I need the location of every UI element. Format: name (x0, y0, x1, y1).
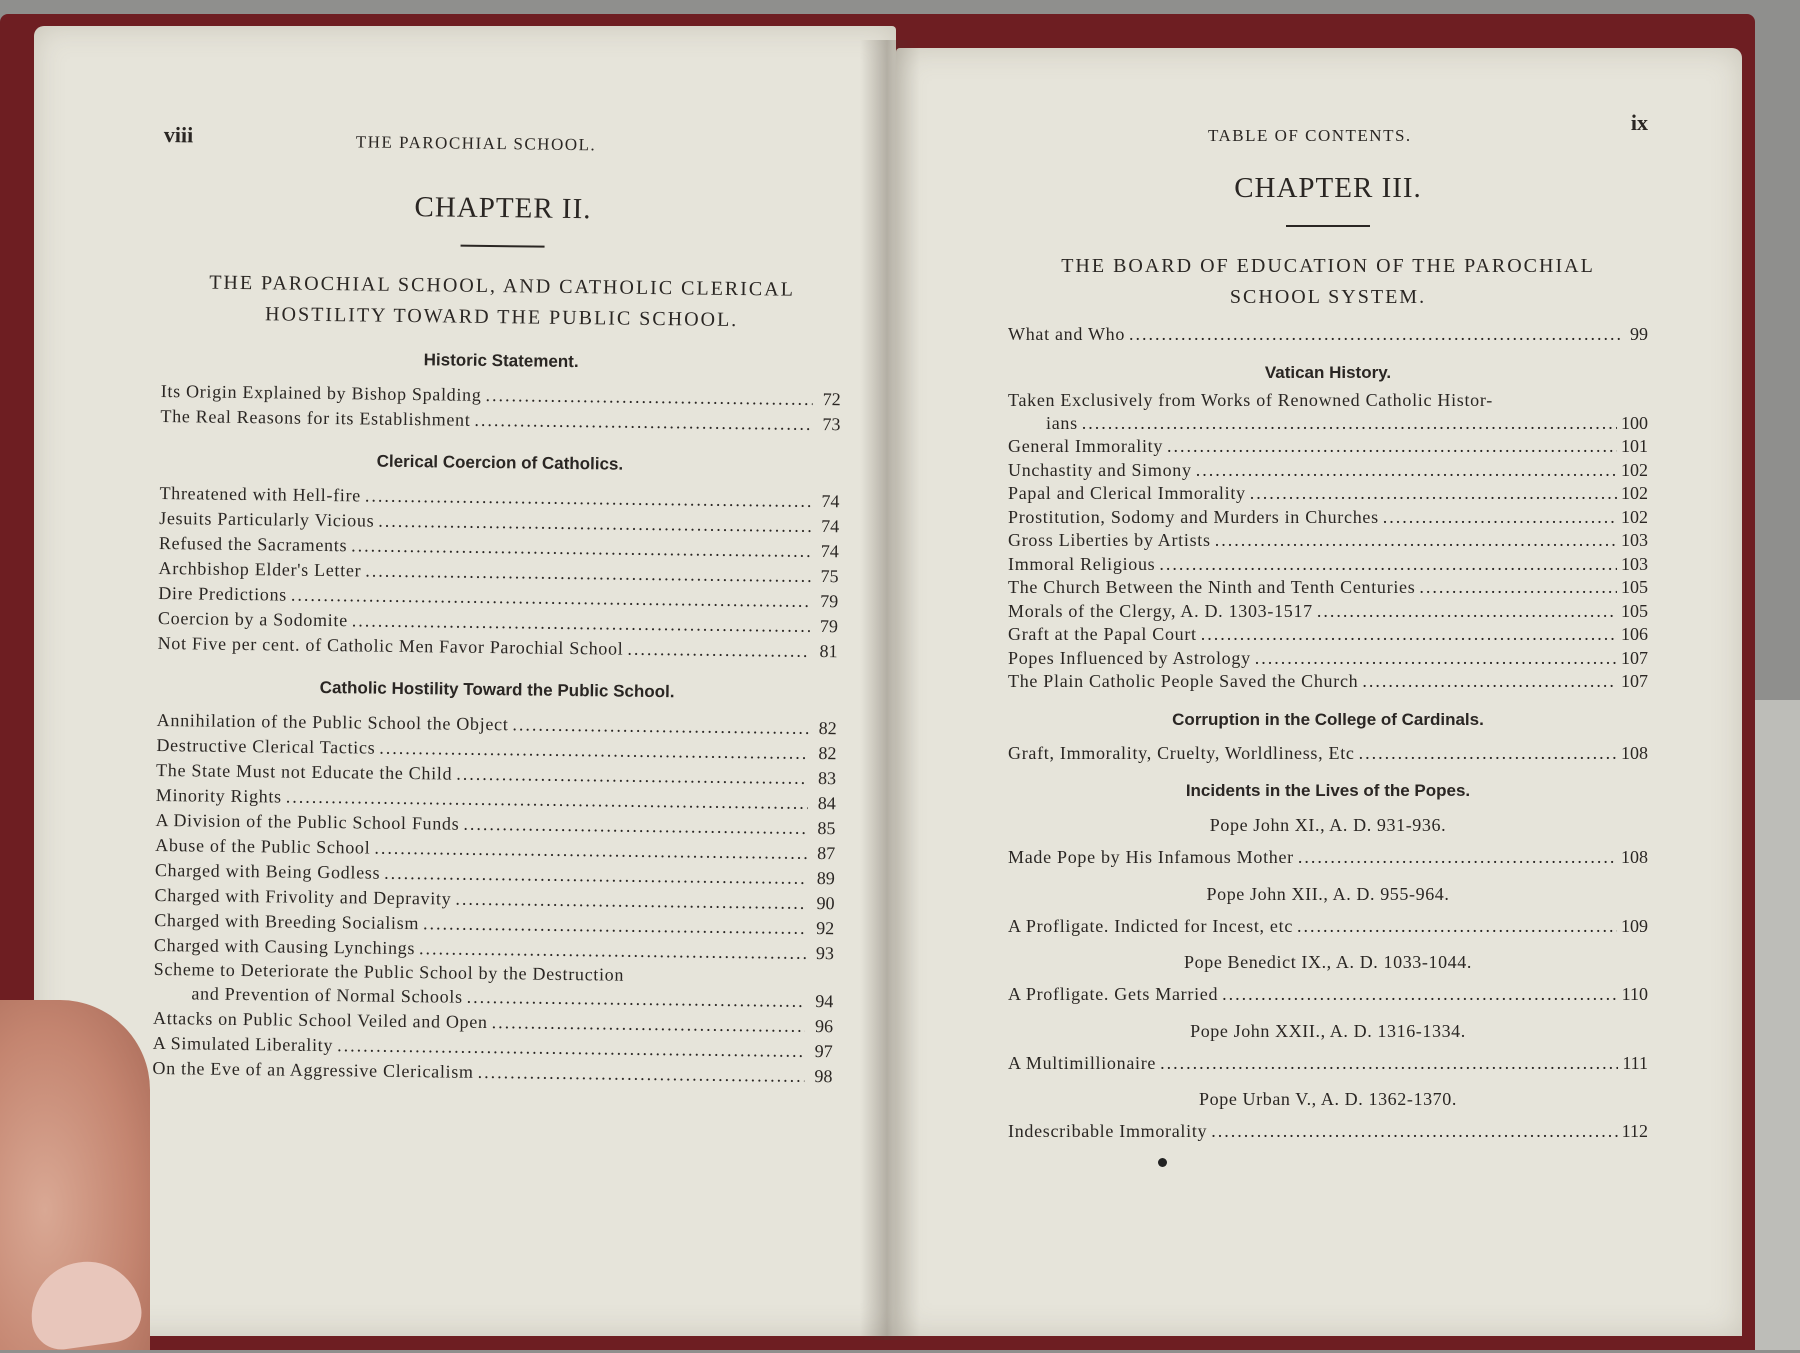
running-title: THE PAROCHIAL SCHOOL. (355, 132, 597, 155)
entry-page: 110 (1621, 984, 1648, 1004)
entry-title: Charged with Being Godless (154, 859, 381, 883)
entry-page: 103 (1621, 530, 1648, 550)
left-page-content (152, 122, 844, 1089)
entry-page: 82 (818, 718, 837, 739)
chapter-title (1008, 251, 1648, 313)
pope-subheading: Pope John XII., A. D. 955-964. (1206, 883, 1450, 904)
entry-page: 112 (1621, 1121, 1648, 1141)
entry-title: A Division of the Public School Funds (155, 809, 460, 834)
section-heading: Catholic Hostility Toward the Public School. (319, 677, 675, 702)
entry-page: 107 (1621, 671, 1648, 691)
entry-title: Made Pope by His Infamous Mother (1008, 847, 1294, 867)
entry-page: 102 (1621, 483, 1648, 503)
entry-page: 105 (1621, 577, 1648, 597)
entry-title: Charged with Frivolity and Depravity (154, 884, 452, 909)
section-heading: Historic Statement. (423, 350, 579, 372)
entry-title: Jesuits Particularly Vicious (159, 507, 375, 531)
entry-title: Charged with Breeding Socialism (154, 909, 420, 934)
entry-page: 101 (1621, 436, 1648, 456)
toc-entry[interactable] (1008, 1052, 1648, 1076)
chapter-title-line: SCHOOL SYSTEM. (1229, 286, 1427, 308)
entry-title: Its Origin Explained by Bishop Spalding (160, 380, 482, 405)
section-heading: Incidents in the Lives of the Popes. (1185, 781, 1471, 800)
book-gutter (860, 40, 920, 1340)
entry-page: 99 (1630, 324, 1648, 344)
entry-title-continuation: and Prevention of Normal Schools (191, 983, 463, 1007)
pope-subheading: Pope John XI., A. D. 931-936. (1209, 815, 1447, 835)
toc-entry[interactable] (1008, 647, 1648, 671)
toc-entry-first-line[interactable]: Scheme to Deteriorate the Public School by the Destruction (153, 958, 625, 985)
entry-title: Gross Liberties by Artists (1008, 530, 1211, 550)
toc-entry[interactable] (1008, 742, 1648, 766)
toc-entry[interactable] (1008, 576, 1648, 600)
entry-page: 107 (1621, 647, 1648, 668)
section-heading: Corruption in the College of Cardinals. (1172, 709, 1484, 729)
entry-page: 103 (1621, 553, 1648, 574)
entry-page: 74 (821, 491, 840, 512)
chapter-rule (461, 245, 545, 248)
toc-entry[interactable] (1008, 846, 1648, 870)
toc-entry[interactable] (1008, 459, 1648, 483)
entry-title: Abuse of the Public School (155, 834, 371, 858)
entry-page: 108 (1621, 847, 1648, 867)
entry-title: Charged with Causing Lynchings (153, 934, 416, 959)
entry-title: Destructive Clerical Tactics (156, 734, 376, 758)
pope-subheading: Pope Benedict IX., A. D. 1033-1044. (1184, 952, 1472, 972)
entry-title: On the Eve of an Aggressive Clericalism (152, 1057, 474, 1082)
toc-entry[interactable] (1008, 1120, 1648, 1144)
entry-title: Archbishop Elder's Letter (158, 557, 362, 581)
entry-title: A Profligate. Indicted for Incest, etc (1008, 915, 1294, 936)
entry-page: 75 (820, 566, 839, 587)
entry-page: 102 (1621, 459, 1648, 480)
entry-page: 74 (820, 541, 839, 562)
page-number: ix (1630, 110, 1648, 135)
entry-page: 90 (816, 893, 835, 914)
entry-page: 102 (1621, 506, 1648, 527)
section-heading: Vatican History. (1264, 362, 1392, 382)
entry-page: 93 (815, 943, 835, 964)
chapter-heading: CHAPTER II. (414, 191, 592, 226)
entry-page: 85 (817, 818, 836, 839)
entry-page: 81 (819, 641, 838, 662)
entry-title: Refused the Sacraments (158, 532, 348, 556)
entry-title: Graft at the Papal Court (1008, 624, 1197, 644)
entry-title: Coercion by a Sodomite (157, 607, 348, 631)
chapter-title (162, 267, 843, 337)
entry-title: A Multimillionaire (1008, 1052, 1157, 1073)
entry-page: 94 (815, 991, 834, 1012)
entry-title: Minority Rights (155, 784, 282, 807)
entry-page: 92 (816, 918, 835, 939)
pope-subheading: Pope John XXII., A. D. 1316-1334. (1190, 1020, 1466, 1041)
entry-title: General Immorality (1008, 436, 1164, 456)
entry-title-continuation: ians (1046, 412, 1078, 433)
chapter-title-line: THE PAROCHIAL SCHOOL, AND CATHOLIC CLERICAL (209, 271, 796, 301)
entry-title: Immoral Religious (1008, 553, 1156, 574)
section-heading: Clerical Coercion of Catholics. (376, 451, 624, 474)
entry-title: A Profligate. Gets Married (1008, 984, 1219, 1004)
chapter-title-line: THE BOARD OF EDUCATION OF THE PAROCHIAL (1061, 255, 1595, 277)
entry-page: 96 (814, 1016, 834, 1037)
running-header (163, 122, 844, 166)
toc-entry[interactable] (1008, 412, 1648, 436)
entry-title: What and Who (1008, 324, 1126, 344)
entry-title: Attacks on Public School Veiled and Open (152, 1007, 488, 1033)
toc-entry[interactable] (1008, 482, 1648, 506)
entry-title: The Plain Catholic People Saved the Church (1008, 671, 1359, 691)
pope-subheading: Pope Urban V., A. D. 1362-1370. (1199, 1089, 1457, 1109)
toc-entry[interactable] (1008, 435, 1648, 459)
entry-page: 89 (816, 868, 835, 889)
entry-title: Prostitution, Sodomy and Murders in Churches (1008, 506, 1379, 527)
running-title: TABLE OF CONTENTS. (1208, 126, 1412, 145)
running-header (1008, 110, 1648, 146)
toc-entry[interactable] (1008, 623, 1648, 647)
entry-page: 74 (821, 516, 840, 537)
entry-title: Not Five per cent. of Catholic Men Favor Parochial School (157, 632, 624, 659)
entry-title: The Church Between the Ninth and Tenth Centuries (1008, 577, 1416, 597)
entry-page: 109 (1621, 915, 1648, 936)
entry-page: 79 (819, 616, 839, 637)
right-page-content (1008, 110, 1648, 1167)
entry-title: Unchastity and Simony (1008, 459, 1192, 480)
toc-entry[interactable] (1008, 553, 1648, 577)
entry-page: 100 (1621, 412, 1648, 433)
entry-title: Graft, Immorality, Cruelty, Worldliness, Etc (1008, 742, 1355, 763)
entry-page: 73 (822, 414, 841, 435)
entry-title: Morals of the Clergy, A. D. 1303-1517 (1008, 600, 1313, 621)
chapter-heading: CHAPTER III. (1234, 172, 1422, 204)
entry-title: The Real Reasons for its Establishment (160, 405, 471, 430)
entry-page: 79 (820, 591, 839, 612)
entry-title: The State Must not Educate the Child (156, 759, 453, 784)
page-number: viii (163, 122, 194, 148)
toc-entry[interactable] (1008, 600, 1648, 624)
entry-title: Annihilation of the Public School the Object (156, 709, 509, 735)
toc-entry[interactable] (1008, 670, 1648, 694)
entry-page: 87 (817, 843, 836, 864)
left-page (34, 26, 896, 1336)
entry-page: 97 (814, 1041, 833, 1062)
toc-entry[interactable] (1008, 506, 1648, 530)
entry-page: 83 (817, 768, 837, 789)
entry-page: 84 (817, 793, 836, 814)
toc-entry[interactable] (1008, 983, 1648, 1007)
entry-page: 111 (1622, 1052, 1648, 1073)
right-page (896, 48, 1742, 1336)
entry-page: 82 (818, 743, 837, 764)
entry-title: A Simulated Liberality (152, 1032, 334, 1056)
entry-page: 98 (814, 1066, 833, 1087)
chapter-rule (1286, 225, 1370, 227)
entry-title: Papal and Clerical Immorality (1008, 483, 1246, 503)
entry-page: 106 (1621, 624, 1648, 644)
toc-entry[interactable] (1008, 529, 1648, 553)
entry-page: 72 (822, 389, 841, 410)
entry-title: Dire Predictions (158, 582, 288, 605)
entry-page: 105 (1621, 600, 1648, 621)
ink-dot (1158, 1158, 1167, 1167)
entry-title: Popes Influenced by Astrology (1008, 647, 1251, 668)
toc-entry-first-line[interactable]: Taken Exclusively from Works of Renowned Catholic Histor- (1008, 389, 1493, 410)
entry-title: Indescribable Immorality (1008, 1121, 1208, 1141)
entry-page: 108 (1621, 742, 1648, 763)
entry-title: Threatened with Hell-fire (159, 482, 362, 506)
toc-entry[interactable] (1008, 323, 1648, 347)
chapter-title-line: HOSTILITY TOWARD THE PUBLIC SCHOOL. (264, 303, 739, 332)
toc-entry[interactable] (1008, 915, 1648, 939)
